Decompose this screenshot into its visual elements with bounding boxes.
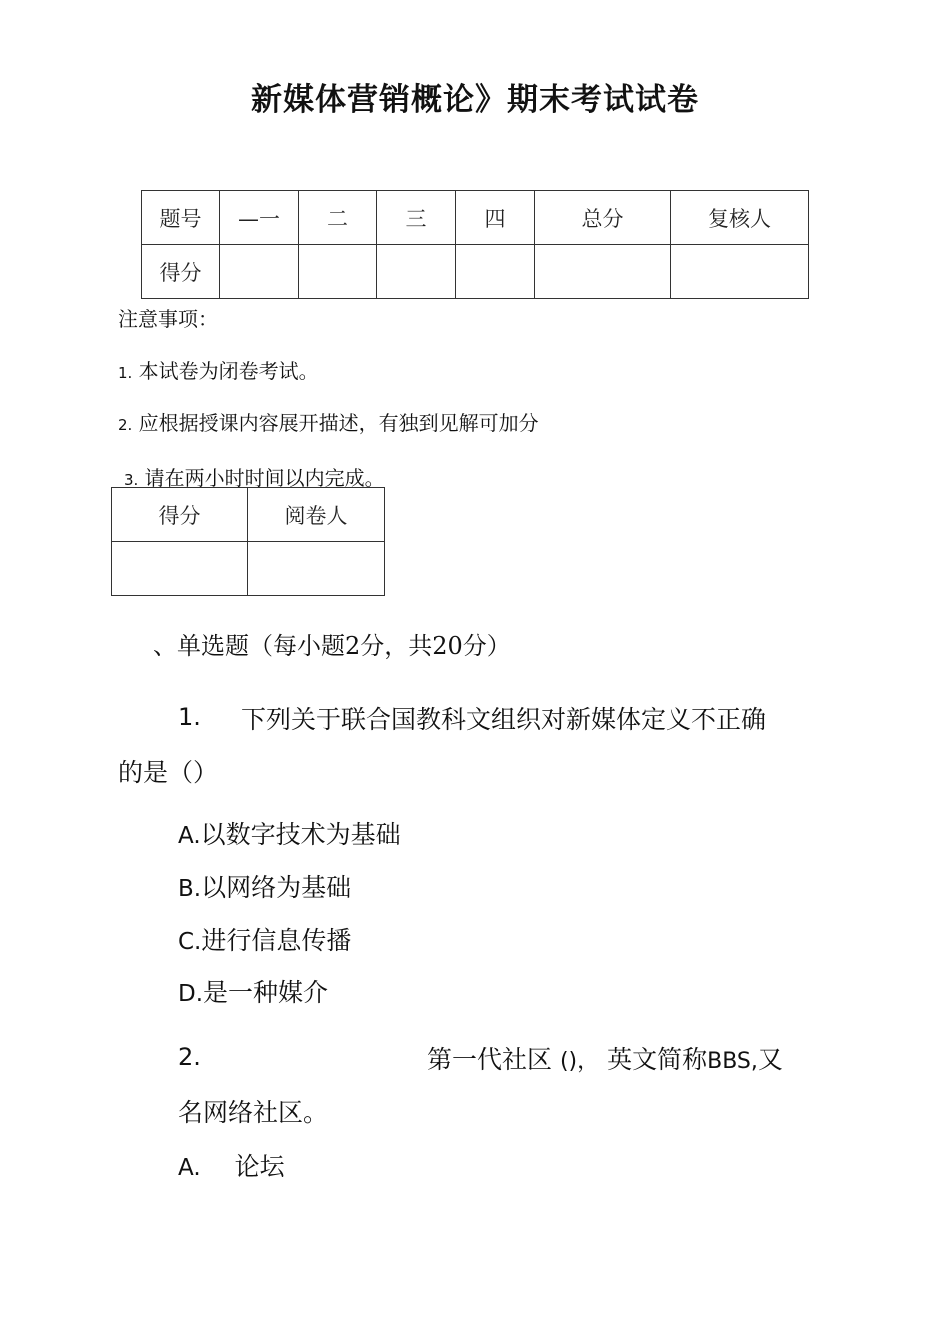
question-text: 下列关于联合国教科文组织对新媒体定义不正确 [241, 705, 767, 734]
option-text: 以数字技术为基础 [200, 820, 401, 849]
score-cell [299, 245, 377, 299]
note-text: 本试卷为闭卷考试。 [138, 359, 319, 383]
note-text: 应根据授课内容展开描述，有独到见解可加分 [138, 411, 539, 435]
score-table-header-cell: 题号 [142, 191, 220, 245]
grader-value-row [112, 542, 385, 596]
grader-table [111, 487, 385, 596]
question-text [427, 1040, 783, 1076]
note-number: 2. [118, 416, 133, 434]
question-text-part: 第一代社区 [427, 1045, 553, 1074]
option-item [178, 815, 401, 851]
question-text-continued: 的是（） [118, 758, 219, 787]
question-blank: ()， [559, 1049, 600, 1074]
option-item [178, 973, 328, 1009]
score-table-header-cell: 二 [299, 191, 377, 245]
question-text-part: 英文简称 [607, 1045, 708, 1074]
notes-heading: 注意事项： [118, 307, 218, 331]
grader-cell [248, 542, 385, 596]
grader-header-row [112, 488, 385, 542]
score-cell [377, 245, 456, 299]
score-table-header-cell: 三 [377, 191, 456, 245]
note-item [118, 407, 539, 436]
option-text: 论坛 [234, 1152, 285, 1181]
option-letter: C. [178, 929, 202, 955]
score-cell [535, 245, 671, 299]
question-number: 2. [178, 1043, 201, 1071]
note-number: 1. [118, 364, 133, 382]
option-letter: A. [178, 823, 201, 849]
score-table-header-cell: 复核人 [671, 191, 809, 245]
grader-cell [112, 542, 248, 596]
grader-header-cell: 阅卷人 [248, 488, 385, 542]
score-table [141, 190, 809, 299]
option-item [178, 1147, 285, 1183]
exam-title: 新媒体营销概论》期末考试试卷 [251, 82, 699, 118]
option-item [178, 921, 351, 957]
grader-header-cell: 得分 [112, 488, 248, 542]
score-row-label: 得分 [142, 245, 220, 299]
section-title: 、单选题（每小题2分，共20分） [153, 632, 511, 660]
option-text: 进行信息传播 [201, 926, 352, 955]
score-table-score-row [142, 245, 809, 299]
question-text-part: 又 [757, 1045, 783, 1074]
score-table-header-cell: 四 [456, 191, 535, 245]
score-cell [671, 245, 809, 299]
score-table-header-cell: —一 [220, 191, 299, 245]
option-letter: D. [178, 981, 204, 1007]
option-letter: A. [178, 1155, 201, 1181]
note-item [118, 355, 319, 384]
score-cell [456, 245, 535, 299]
option-letter: B. [178, 876, 202, 902]
note-text: 请在两小时时间以内完成。 [144, 466, 385, 490]
note-number: 3. [124, 471, 139, 489]
score-table-header-row [142, 191, 809, 245]
option-item [178, 868, 351, 904]
question-number: 1. [178, 703, 201, 731]
question-text-part: BBS, [707, 1049, 758, 1074]
option-text: 是一种媒介 [203, 978, 329, 1007]
question-text-continued: 名网络社区。 [178, 1098, 329, 1127]
score-table-header-cell: 总分 [535, 191, 671, 245]
option-text: 以网络为基础 [201, 873, 352, 902]
score-cell [220, 245, 299, 299]
